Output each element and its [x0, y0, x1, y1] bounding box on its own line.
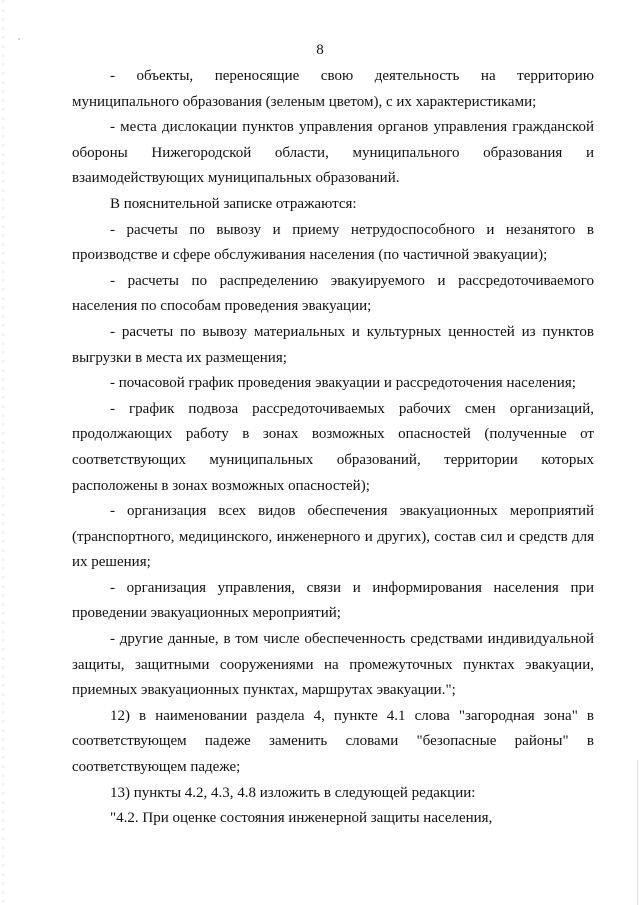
- paragraph-support-organization: - организация всех видов обеспечения эвакуационных мероприятий (транспортного, медицинского, инженерного и других), состав сил и средств для их решения;: [72, 503, 594, 571]
- paragraph-distribution-calculations: - расчеты по распределению эвакуируемого и рассредоточиваемого населения по способам проведения эвакуации;: [72, 272, 594, 315]
- paragraph-item-4-2: "4.2. При оценке состояния инженерной защиты населения,: [110, 810, 493, 827]
- paragraph-other-data: - другие данные, в том числе обеспеченность средствами индивидуальной защиты, защитными сооружениями на промежуточных пунктах эвакуации, приемных эвакуационных пунктах, маршрутах эвакуации.";: [72, 631, 594, 699]
- paragraph-transport-calculations: - расчеты по вывозу и приему нетрудоспособного и незанятого в производстве и сфере обслуживания населения (по частичной эвакуации);: [72, 221, 594, 264]
- paragraph-explanatory-note: В пояснительной записке отражаются:: [110, 195, 357, 212]
- paragraph-item-12: 12) в наименовании раздела 4, пункте 4.1 слова "загородная зона" в соответствующем падеже заменить словами "безопасные районы" в соответствующем падеже;: [72, 707, 594, 776]
- paragraph-item-13: 13) пункты 4.2, 4.3, 4.8 изложить в следующей редакции:: [110, 784, 476, 801]
- scan-dot: [18, 38, 20, 40]
- paragraph-management-organization: - организация управления, связи и информирования населения при проведении эвакуационных мероприятий;: [72, 579, 594, 622]
- page-edge-mark-left: [2, 0, 4, 905]
- paragraph-control-points: - места дислокации пунктов управления органов управления гражданской обороны Нижегородской области, муниципального образования и взаимодействующих муниципальных образований.: [72, 119, 594, 187]
- paragraph-valuables-calculations: - расчеты по вывозу материальных и культурных ценностей из пунктов выгрузки в места их размещения;: [72, 323, 594, 366]
- page-edge-mark-right: [637, 760, 638, 905]
- paragraph-hourly-schedule: - почасовой график проведения эвакуации и рассредоточения населения;: [110, 375, 576, 392]
- paragraph-shift-delivery-schedule: - график подвоза рассредоточиваемых рабочих смен организаций, продолжающих работу в зонах возможных опасностей (полученные от соответствующих муниципальных образований, территории которых расположены в зонах возможных опасностей);: [72, 400, 594, 494]
- paragraph-objects-relocating: - объекты, переносящие свою деятельность на территорию муниципального образования (зеленым цветом), с их характеристиками;: [72, 68, 594, 110]
- page-number: 8: [316, 42, 324, 58]
- document-body: [72, 64, 594, 832]
